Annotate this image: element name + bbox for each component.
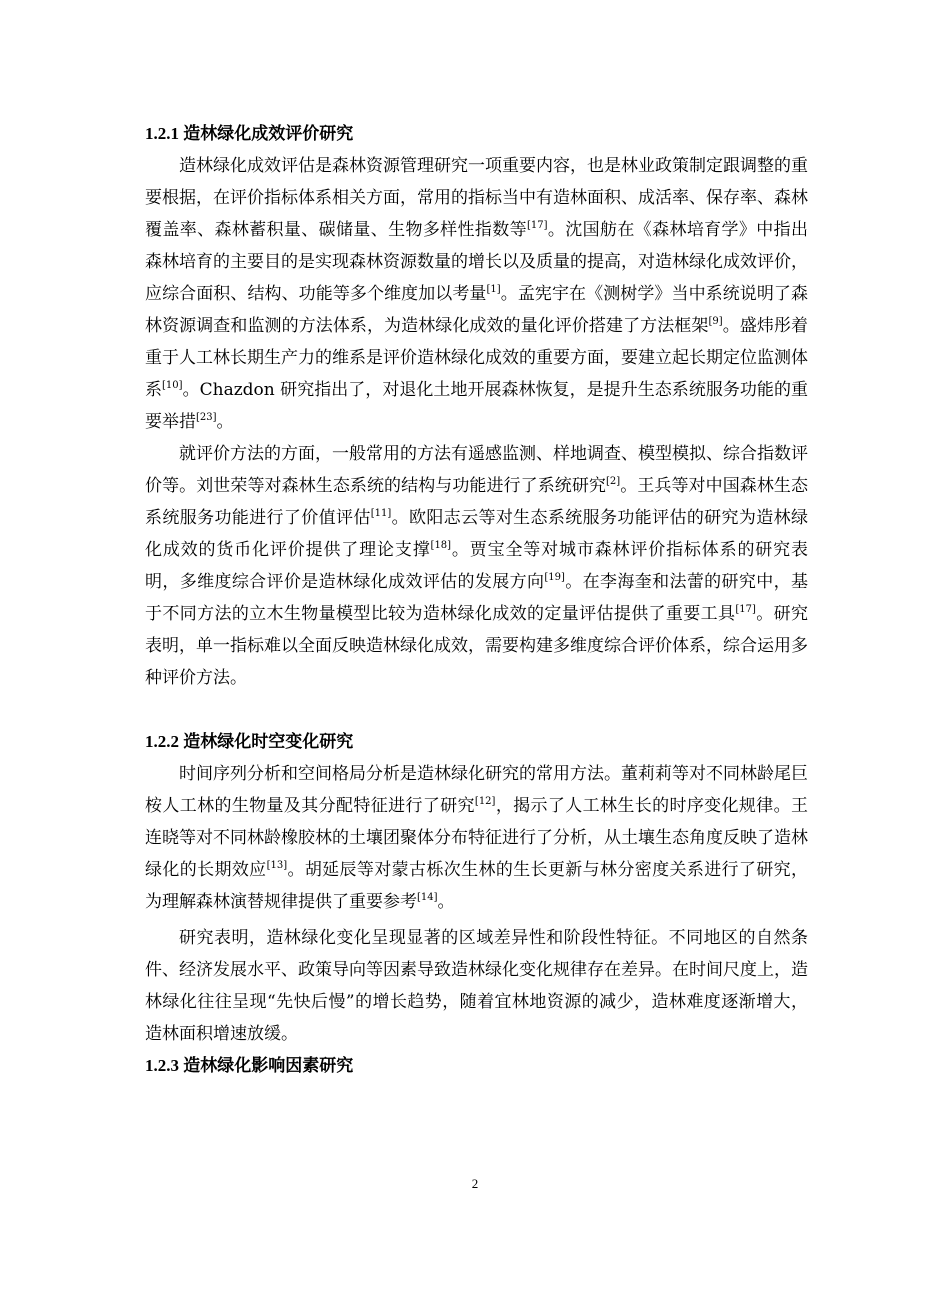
body-paragraph — [145, 758, 808, 918]
citation-ref: [18] — [430, 540, 452, 551]
citation-ref: [12] — [474, 796, 496, 807]
body-paragraph — [145, 922, 808, 1050]
text-run: 。盛炜彤着重于人工林长期生产力的维系是评价造林绿化成效的重要方面，要建立起长期定位监测体系 — [145, 316, 809, 400]
text-run: 。Chazdon 研究指出了，对退化土地开展森林恢复，是提升生态系统服务功能的重要举措 — [145, 380, 808, 432]
text-run: 。 — [437, 892, 455, 912]
text-run: 研究表明，造林绿化变化呈现显著的区域差异性和阶段性特征。不同地区的自然条件、经济发展水平、政策导向等因素导致造林绿化变化规律存在差异。在时间尺度上，造林绿化往往呈现“先快后慢”的增长趋势，随着宜林地资源的减少，造林难度逐渐增大，造林面积增速放缓。 — [145, 928, 808, 1044]
text-run: 。在李海奎和法蕾的研究中，基于不同方法的立木生物量模型比较为造林绿化成效的定量评估提供了重要工具 — [145, 572, 809, 624]
citation-ref: [17] — [527, 220, 548, 231]
text-run: 。胡延辰等对蒙古栎次生林的生长更新与林分密度关系进行了研究，为理解森林演替规律提供了重要参考 — [145, 860, 809, 912]
citation-ref: [10] — [162, 380, 183, 391]
text-run: 就评价方法的方面，一般常用的方法有遥感监测、样地调查、模型模拟、综合指数评价等。刘世荣等对森林生态系统的结构与功能进行了系统研究 — [145, 444, 808, 496]
text-run: ，揭示了人工林生长的时序变化规律。王连晓等对不同林龄橡胶林的土壤团聚体分布特征进行了分析，从土壤生态角度反映了造林绿化的长期效应 — [145, 796, 809, 880]
page-number: 2 — [471, 1176, 479, 1191]
text-run: 。欧阳志云等对生态系统服务功能评估的研究为造林绿化成效的货币化评价提供了理论支撑 — [145, 508, 809, 560]
text-run: 。王兵等对中国森林生态系统服务功能进行了价值评估 — [145, 476, 809, 528]
citation-ref: [2] — [606, 476, 621, 487]
citation-ref: [14] — [417, 892, 438, 903]
citation-ref: [23] — [196, 412, 217, 423]
text-run: 。沈国舫在《森林培育学》中指出森林培育的主要目的是实现森林资源数量的增长以及质量的提高，对造林绿化成效评价，应综合面积、结构、功能等多个维度加以考量 — [145, 220, 809, 304]
section-heading-1-2-3: 1.2.3 造林绿化影响因素研究 — [145, 1056, 354, 1075]
text-run: 。贾宝全等对城市森林评价指标体系的研究表明，多维度综合评价是造林绿化成效评估的发展方向 — [145, 540, 809, 592]
text-run: 。研究表明，单一指标难以全面反映造林绿化成效，需要构建多维度综合评价体系，综合运用多种评价方法。 — [145, 604, 808, 688]
text-run: 。孟宪宇在《测树学》当中系统说明了森林资源调查和监测的方法体系，为造林绿化成效的量化评价搭建了方法框架 — [145, 284, 809, 336]
section-heading-1-2-1: 1.2.1 造林绿化成效评价研究 — [145, 124, 354, 143]
text-run: 。 — [216, 412, 234, 432]
citation-ref: [1] — [486, 284, 501, 295]
text-run: 造林绿化成效评估是森林资源管理研究一项重要内容，也是林业政策制定跟调整的重要根据，在评价指标体系相关方面，常用的指标当中有造林面积、成活率、保存率、森林覆盖率、森林蓄积量、碳储量、生物多样性指数等 — [145, 156, 808, 240]
citation-ref: [13] — [266, 860, 288, 871]
body-paragraph — [145, 150, 808, 438]
page-content — [145, 118, 808, 1082]
text-run: 时间序列分析和空间格局分析是造林绿化研究的常用方法。董莉莉等对不同林龄尾巨桉人工林的生物量及其分配特征进行了研究 — [145, 764, 808, 816]
body-paragraph — [145, 438, 808, 726]
citation-ref: [19] — [544, 572, 565, 583]
citation-ref: [9] — [708, 316, 723, 327]
section-heading-1-2-2: 1.2.2 造林绿化时空变化研究 — [145, 732, 354, 751]
citation-ref: [11] — [370, 508, 392, 519]
citation-ref: [17] — [735, 604, 756, 615]
